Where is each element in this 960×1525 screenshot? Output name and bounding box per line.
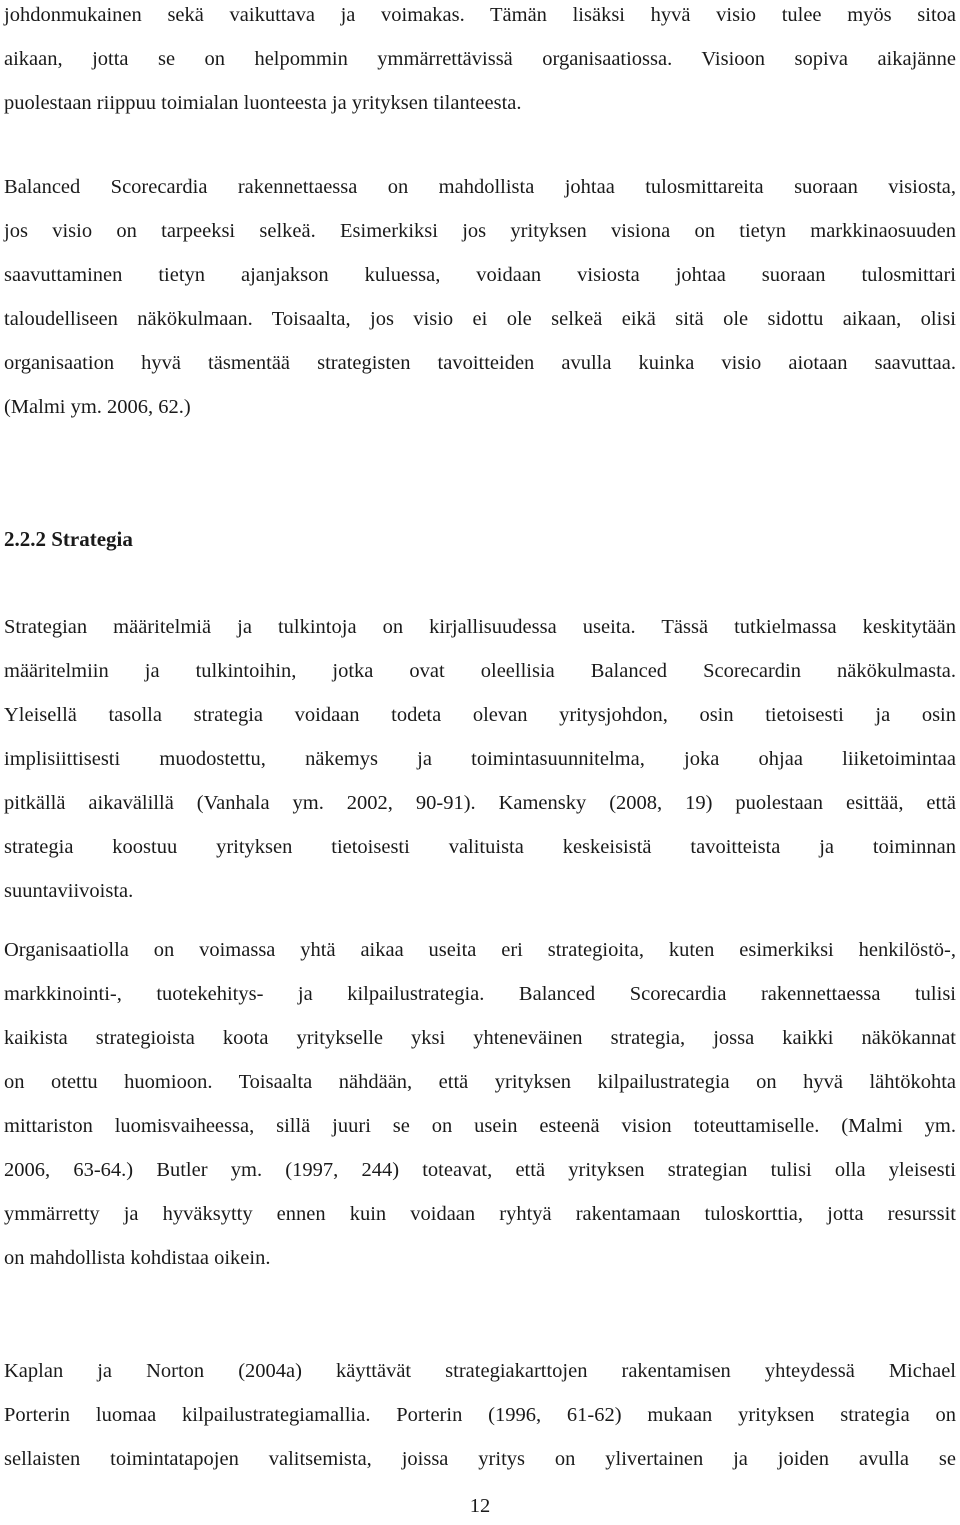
text-line: ymmärretty ja hyväksytty ennen kuin voidaan ryhtyä rakentamaan tuloskorttia, jotta resurssit xyxy=(4,1203,956,1225)
text-line: (Malmi ym. 2006, 62.) xyxy=(4,396,191,418)
text-line: puolestaan riippuu toimialan luonteesta ja yrityksen tilanteesta. xyxy=(4,92,522,114)
page-number: 12 xyxy=(469,1495,491,1517)
text-line: organisaation hyvä täsmentää strategisten tavoitteiden avulla kuinka visio aiotaan saavuttaa. xyxy=(4,352,956,374)
text-line: johdonmukainen sekä vaikuttava ja voimakas. Tämän lisäksi hyvä visio tulee myös sitoa xyxy=(4,4,956,26)
text-line: aikaan, jotta se on helpommin ymmärrettävissä organisaatiossa. Visioon sopiva aikajänne xyxy=(4,48,956,70)
text-line: Organisaatiolla on voimassa yhtä aikaa useita eri strategioita, kuten esimerkiksi henkilöstö-, xyxy=(4,939,956,961)
text-line: on otettu huomioon. Toisaalta nähdään, että yrityksen kilpailustrategia on hyvä lähtökohta xyxy=(4,1071,956,1093)
paragraph-vision-continued xyxy=(4,0,956,125)
text-line: on mahdollista kohdistaa oikein. xyxy=(4,1247,271,1269)
text-line: Balanced Scorecardia rakennettaessa on mahdollista johtaa tulosmittareita suoraan visiosta, xyxy=(4,176,956,198)
text-line: pitkällä aikavälillä (Vanhala ym. 2002, 90-91). Kamensky (2008, 19) puolestaan esittää, että xyxy=(4,792,956,814)
text-line: määritelmiin ja tulkintoihin, jotka ovat oleellisia Balanced Scorecardin näkökulmasta. xyxy=(4,660,956,682)
section-heading: 2.2.2 Strategia xyxy=(4,527,133,551)
text-line: markkinointi-, tuotekehitys- ja kilpailustrategia. Balanced Scorecardia rakennettaessa tulisi xyxy=(4,983,956,1005)
text-line: suuntaviivoista. xyxy=(4,880,134,902)
text-line: Strategian määritelmiä ja tulkintoja on kirjallisuudessa useita. Tässä tutkielmassa keskitytään xyxy=(4,616,956,638)
text-line: sellaisten toimintatapojen valitsemista, joissa yritys on ylivertainen ja joiden avulla se xyxy=(4,1448,956,1470)
text-line: kaikista strategioista koota yritykselle yksi yhteneväinen strategia, jossa kaikki näkökannat xyxy=(4,1027,956,1049)
text-line: strategia koostuu yrityksen tietoisesti valituista keskeisistä tavoitteista ja toiminnan xyxy=(4,836,956,858)
paragraph-kaplan-norton xyxy=(4,1349,956,1481)
paragraph-multiple-strategies xyxy=(4,928,956,1280)
paragraph-strategy-definitions xyxy=(4,605,956,913)
text-line: mittariston luomisvaiheessa, sillä juuri se on usein esteenä vision toteuttamiselle. (Malmi ym. xyxy=(4,1115,956,1137)
text-line: jos visio on tarpeeksi selkeä. Esimerkiksi jos yrityksen visiona on tietyn markkinaosuuden xyxy=(4,220,956,242)
paragraph-scorecard-vision xyxy=(4,165,956,429)
text-line: implisiittisesti muodostettu, näkemys ja toimintasuunnitelma, joka ohjaa liiketoimintaa xyxy=(4,748,956,770)
text-line: Kaplan ja Norton (2004a) käyttävät strategiakarttojen rakentamisen yhteydessä Michael xyxy=(4,1360,956,1382)
text-line: Yleisellä tasolla strategia voidaan todeta olevan yritysjohdon, osin tietoisesti ja osin xyxy=(4,704,956,726)
text-line: Porterin luomaa kilpailustrategiamallia. Porterin (1996, 61-62) mukaan yrityksen strategia on xyxy=(4,1404,956,1426)
text-line: taloudelliseen näkökulmaan. Toisaalta, jos visio ei ole selkeä eikä sitä ole sidottu aikaan, olisi xyxy=(4,308,956,330)
text-line: saavuttaminen tietyn ajanjakson kuluessa, voidaan visiosta johtaa suoraan tulosmittari xyxy=(4,264,956,286)
text-line: 2006, 63-64.) Butler ym. (1997, 244) toteavat, että yrityksen strategian tulisi olla yleisesti xyxy=(4,1159,956,1181)
